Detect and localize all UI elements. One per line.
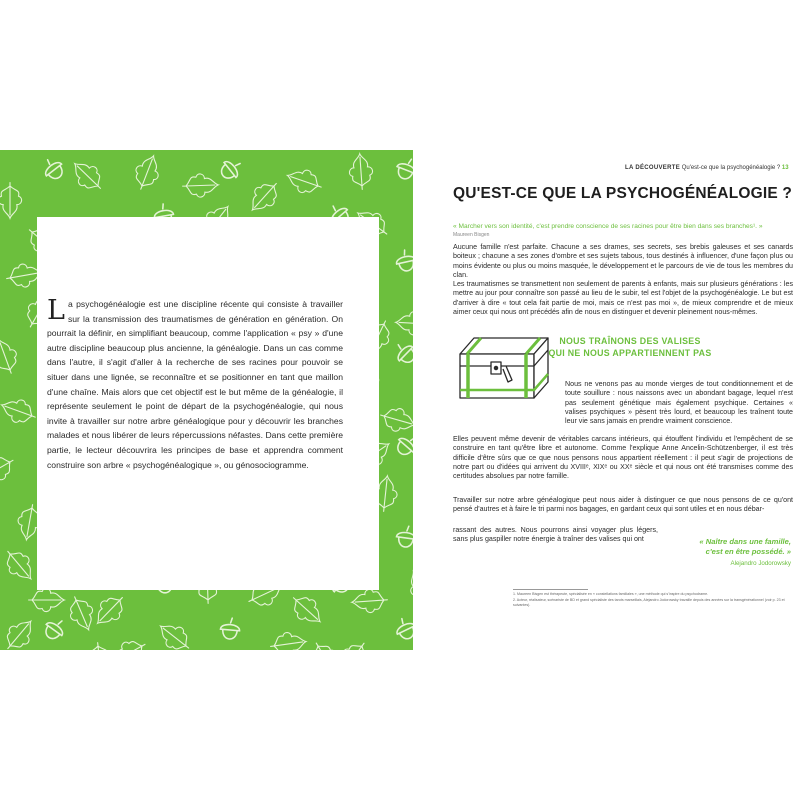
epigraph: « Marcher vers son identité, c'est prendre conscience de ses racines pour être bien dans ses branches¹. »	[453, 223, 763, 230]
footnote-1: 1. Maureen Bisgen est thérapeute, spécialisée en « constellations familiales », une méthode qui s'inspire du psychodrame.	[513, 592, 709, 596]
footnote-2: 2. Acteur, réalisateur, scénariste de BD et grand spécialiste des tarots marseillais, Alejandro Jodorowsky travaille depuis des années sur la transgénérationnel (voir p. 23 et suivantes).	[513, 598, 785, 607]
intro-paragraph: a psychogénéalogie est une discipline récente qui consiste à travailler sur la transmission des traumatismes de génération en génération. On pourrait la définir, en simplifiant beaucoup, comme l'application « psy » d'une autre discipline beaucoup plus ancienne, la généalogie. Dans un cas comme dans l'autre, il s'agit d'aller à la recherche de ses racines pour pouvoir se situer dans une lignée, se reconnaître et se positionner en tant que maillon d'une chaîne. Mais alors que cet objectif est le but même de la généalogie, il représente seulement le point de départ de la psychogénéalogie, qui nous invite à travailler sur notre arbre généalogique pour y découvrir les branches malades et nous libérer de leurs répercussions néfastes. Dans cette première partie, le lecteur découvrira les principes de base et apprendra comment construire son arbre « psychogénéalogique », ou génosociogramme.	[47, 299, 343, 470]
suitcase-chest-icon	[454, 332, 554, 404]
pull-quote-line-1: « Naître dans une famille,	[699, 537, 791, 546]
body-paragraph-4: Elles peuvent même devenir de véritables carcans intérieurs, qui étouffent l'individu et l'empêchent de se construire en tant qu'être libre et autonome. Comme l'explique Anne Ancelin-Schützenberger, il est très difficile d'être sûrs que ce que nous pensons nous appartient réellement : il peut s'agir de projections de notre part ou d'idées qui arrivent du XVIIIᵉ, XIXᵉ ou XXᵉ siècle et qui nous ont été transmises comme des certitudes absolues par notre famille.	[453, 435, 793, 481]
running-head-chapter: Qu'est-ce que la psychogénéalogie ?	[681, 165, 781, 171]
running-head	[625, 165, 800, 171]
pull-quote	[663, 537, 791, 557]
intro-card	[37, 217, 379, 590]
drop-cap: L	[47, 295, 65, 326]
epigraph-author: Maureen Bisgen	[453, 232, 490, 238]
section-title	[545, 336, 715, 359]
body-paragraph-6: rassant des autres. Nous pourrons ainsi voyager plus légers, sans plus gaspiller notre énergie à traîner des valises qui ont	[453, 526, 658, 544]
section-title-line-2: QUI NE NOUS APPARTIENNENT PAS	[548, 347, 712, 358]
page-title: QU'EST-CE QUE LA PSYCHOGÉNÉALOGIE ?	[453, 185, 793, 202]
footnote-divider	[513, 589, 588, 590]
body-paragraph-2: Les traumatismes se transmettent non seulement de parents à enfants, mais sur plusieurs générations : les mettre au jour pour connaître son passé au lieu de le subir, tel est l'objet de la psychogénéalogie. Le but est d'arriver à dire « tout cela fait partie de moi, mais ce n'est pas moi », de mieux comprendre et de mieux aimer ceux qui nous ont précédés afin de nous en distinguer et devenir pleinement nous-mêmes.	[453, 280, 793, 316]
pull-quote-line-2: c'est en être possédé. »	[705, 547, 791, 556]
page-number: 13	[781, 165, 789, 171]
pull-quote-author: Alejandro Jodorowsky	[730, 560, 791, 567]
running-head-section: LA DÉCOUVERTE	[625, 165, 681, 171]
body-paragraph-1: Aucune famille n'est parfaite. Chacune a ses drames, ses secrets, ses brebis galeuses et ses canards boiteux ; chacune a ses zones d'ombre et ses sujets tabous, tous destinés à influencer, d'une façon plus ou moins évidente ou plus ou moins masquée, le développement et le parcours de vie de tous les membres du clan.	[453, 243, 793, 279]
body-paragraph-3: Nous ne venons pas au monde vierges de tout conditionnement et de toute souillure : nous naissons avec un abondant bagage, lequel n'est pas seulement génétique mais également psychique. Certaines « valises psychiques » pèsent très lourd, et beaucoup les traînent toute leur vie sans jamais en prendre vraiment conscience.	[565, 380, 793, 426]
body-paragraph-5: Travailler sur notre arbre généalogique peut nous aider à distinguer ce que nous pensons de ce qu'ont pensé d'autres et à faire le tri parmi nos bagages, en gardant ceux qui sont utiles et en nous débar-	[453, 496, 793, 514]
intro-text	[47, 297, 343, 472]
section-title-line-1: NOUS TRAÎNONS DES VALISES	[559, 336, 701, 346]
left-page	[0, 150, 413, 650]
